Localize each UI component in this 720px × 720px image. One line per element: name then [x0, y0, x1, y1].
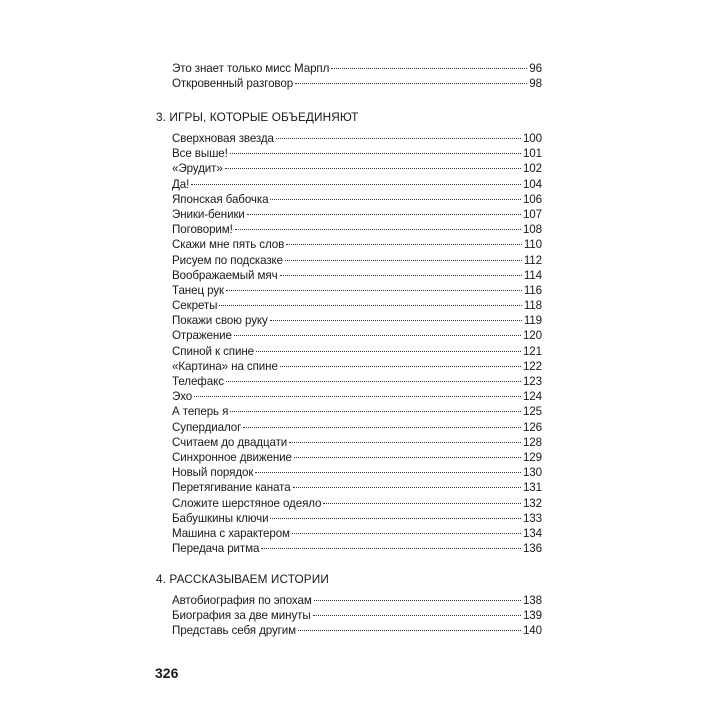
toc-entry-title: Машина с характером — [172, 526, 290, 540]
toc-dot-leader — [276, 137, 521, 139]
toc-entry — [172, 420, 542, 435]
toc-dot-leader — [289, 441, 521, 443]
toc-entry — [172, 593, 542, 608]
toc-entry — [172, 450, 542, 465]
toc-entry — [172, 161, 542, 176]
toc-entry-page: 136 — [522, 542, 542, 556]
toc-entry-title: «Картина» на спине — [172, 359, 278, 373]
toc-entry-page: 133 — [522, 511, 542, 525]
toc-dot-leader — [285, 259, 522, 261]
toc-dot-leader — [191, 183, 521, 185]
toc-entry — [172, 465, 542, 480]
toc-entry-page: 110 — [523, 238, 542, 252]
toc-entry — [172, 541, 542, 556]
toc-entry-title: Рисуем по подсказке — [172, 253, 284, 267]
toc-entry-page: 100 — [522, 132, 542, 145]
toc-dot-leader — [293, 486, 521, 488]
toc-entry-title: Эники-беники — [172, 207, 245, 221]
toc-entry-page: 108 — [522, 223, 542, 237]
toc-dot-leader — [226, 289, 522, 291]
toc-entry-page: 121 — [522, 344, 542, 358]
toc-entry — [172, 359, 542, 374]
toc-entry-page: 131 — [522, 481, 542, 495]
toc-entry-title: Передача ритма — [172, 542, 260, 556]
section-4-list — [172, 593, 542, 639]
toc-entry-title: Представь себя другим — [172, 624, 297, 638]
toc-entry-page: 134 — [522, 526, 542, 540]
toc-entry — [172, 177, 542, 192]
page-number: 326 — [155, 665, 179, 681]
toc-entry-page: 116 — [523, 283, 542, 297]
toc-dot-leader — [219, 304, 521, 306]
toc-entry-page: 118 — [523, 299, 542, 313]
toc-entry-title: Это знает только мисс Марпл — [172, 62, 330, 75]
toc-entry-title: Сверхновая звезда — [172, 132, 274, 145]
toc-entry — [172, 328, 542, 343]
toc-dot-leader — [256, 350, 521, 352]
section-3-list — [172, 131, 542, 556]
toc-entry-page: 102 — [522, 162, 542, 176]
toc-entry-title: Синхронное движение — [172, 450, 292, 464]
toc-dot-leader — [323, 502, 521, 504]
toc-dot-leader — [230, 410, 521, 412]
toc-dot-leader — [298, 629, 521, 631]
toc-entry-title: Отражение — [172, 329, 232, 343]
section-4-heading: 4. РАССКАЗЫВАЕМ ИСТОРИИ — [156, 572, 329, 586]
toc-entry-page: 124 — [522, 390, 542, 404]
toc-entry-title: «Эрудит» — [172, 162, 223, 176]
toc-entry-title: Воображаемый мяч — [172, 268, 278, 282]
toc-entry — [172, 526, 542, 541]
toc-entry-title: Супердиалог — [172, 420, 242, 434]
toc-entry-page: 130 — [522, 466, 542, 480]
toc-entry-page: 119 — [523, 314, 542, 328]
toc-entry-title: Эхо — [172, 390, 193, 404]
toc-entry — [172, 404, 542, 419]
toc-top-list — [172, 61, 542, 91]
toc-dot-leader — [292, 532, 521, 534]
toc-entry-title: Новый порядок — [172, 466, 254, 480]
toc-entry — [172, 192, 542, 207]
toc-entry-title: Японская бабочка — [172, 192, 269, 206]
toc-entry — [172, 283, 542, 298]
toc-entry-page: 125 — [522, 405, 542, 419]
toc-entry-page: 98 — [529, 77, 542, 91]
toc-dot-leader — [270, 517, 520, 519]
toc-entry — [172, 76, 542, 91]
toc-entry-title: Скажи мне пять слов — [172, 238, 285, 252]
toc-dot-leader — [230, 152, 521, 154]
toc-dot-leader — [194, 395, 521, 397]
toc-dot-leader — [235, 228, 521, 230]
toc-entry — [172, 623, 542, 638]
toc-entry-title: Танец рук — [172, 283, 225, 297]
toc-dot-leader — [243, 426, 521, 428]
toc-entry-page: 104 — [522, 177, 542, 191]
toc-entry — [172, 511, 542, 526]
toc-entry — [172, 268, 542, 283]
toc-entry-title: Откровенный разговор — [172, 77, 294, 91]
toc-dot-leader — [331, 67, 527, 69]
toc-entry — [172, 222, 542, 237]
toc-entry-page: 96 — [529, 62, 542, 75]
toc-dot-leader — [280, 274, 522, 276]
toc-entry — [172, 131, 542, 146]
toc-dot-leader — [314, 599, 521, 601]
toc-entry — [172, 298, 542, 313]
toc-entry — [172, 237, 542, 252]
toc-entry-title: Перетягивание каната — [172, 481, 291, 495]
toc-dot-leader — [261, 547, 521, 549]
toc-entry — [172, 146, 542, 161]
toc-entry-page: 138 — [522, 594, 542, 607]
toc-entry — [172, 389, 542, 404]
toc-entry — [172, 374, 542, 389]
toc-dot-leader — [313, 614, 521, 616]
toc-entry-page: 140 — [522, 624, 542, 638]
toc-entry-page: 106 — [522, 192, 542, 206]
toc-entry-title: А теперь я — [172, 405, 229, 419]
toc-entry-page: 107 — [522, 207, 542, 221]
toc-dot-leader — [247, 213, 521, 215]
toc-dot-leader — [270, 198, 521, 200]
toc-dot-leader — [255, 471, 521, 473]
toc-dot-leader — [286, 243, 522, 245]
toc-entry — [172, 344, 542, 359]
toc-entry-title: Считаем до двадцати — [172, 435, 288, 449]
toc-entry-title: Телефакс — [172, 375, 224, 388]
toc-entry-title: Секреты — [172, 299, 218, 313]
toc-entry-page: 101 — [522, 147, 542, 161]
toc-entry-title: Сложите шерстяное одеяло — [172, 496, 322, 510]
toc-entry — [172, 496, 542, 511]
toc-entry-title: Поговорим! — [172, 223, 233, 237]
toc-dot-leader — [270, 319, 522, 321]
toc-entry-page: 123 — [522, 375, 542, 388]
toc-entry-page: 139 — [522, 609, 542, 623]
toc-entry-page: 126 — [522, 420, 542, 434]
toc-dot-leader — [280, 365, 521, 367]
toc-entry-page: 112 — [523, 253, 542, 267]
toc-entry — [172, 253, 542, 268]
toc-dot-leader — [294, 456, 521, 458]
toc-dot-leader — [226, 380, 521, 382]
toc-entry-title: Да! — [172, 177, 190, 191]
toc-entry-page: 132 — [522, 496, 542, 510]
toc-dot-leader — [295, 82, 527, 84]
toc-entry-title: Покажи свою руку — [172, 314, 268, 328]
toc-entry-page: 122 — [522, 359, 542, 373]
toc-dot-leader — [234, 334, 521, 336]
toc-entry — [172, 480, 542, 495]
toc-entry — [172, 435, 542, 450]
toc-entry-page: 128 — [522, 435, 542, 449]
section-3-heading: 3. ИГРЫ, КОТОРЫЕ ОБЪЕДИНЯЮТ — [156, 110, 359, 124]
toc-entry-title: Бабушкины ключи — [172, 511, 269, 525]
toc-entry-title: Спиной к спине — [172, 344, 254, 358]
toc-entry — [172, 313, 542, 328]
toc-entry-page: 129 — [522, 450, 542, 464]
toc-entry — [172, 61, 542, 76]
toc-entry-title: Все выше! — [172, 147, 228, 161]
toc-dot-leader — [225, 167, 521, 169]
toc-entry-title: Биография за две минуты — [172, 609, 311, 623]
toc-entry-page: 114 — [523, 268, 542, 282]
toc-entry-title: Автобиография по эпохам — [172, 594, 312, 607]
toc-entry — [172, 608, 542, 623]
toc-entry — [172, 207, 542, 222]
toc-entry-page: 120 — [522, 329, 542, 343]
